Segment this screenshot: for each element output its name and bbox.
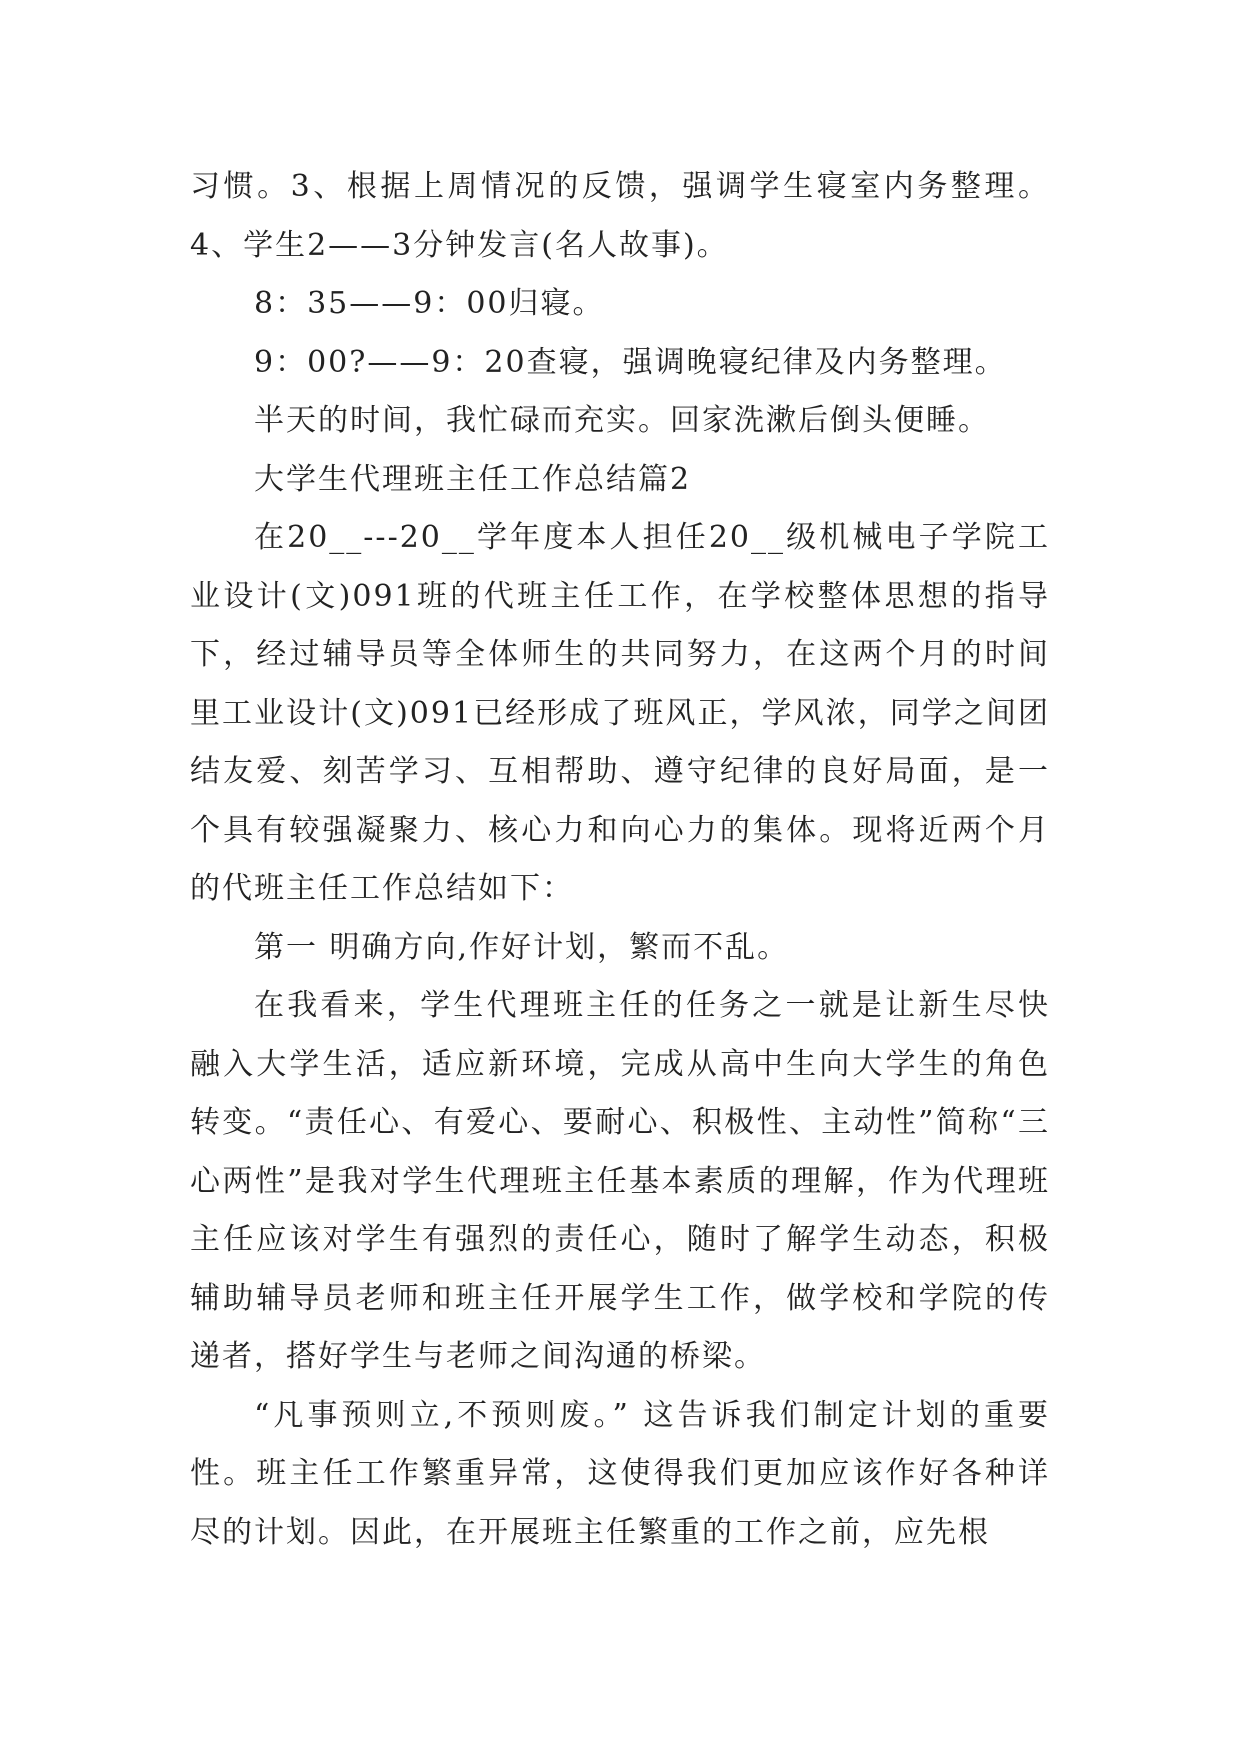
paragraph-9: “凡事预则立,不预则废。” 这告诉我们制定计划的重要性。班主任工作繁重异常，这使得我们更加应该作好各种详尽的计划。因此，在开展班主任繁重的工作之前，应先根 <box>190 1397 1050 1550</box>
document-body <box>190 158 1050 1562</box>
section-heading: 大学生代理班主任工作总结篇2 <box>254 461 692 497</box>
paragraph-4: 半天的时间，我忙碌而充实。回家洗漱后倒头便睡。 <box>254 403 990 438</box>
paragraph-1: 习惯。3、根据上周情况的反馈，强调学生寝室内务整理。4、学生2——3分钟发言(名人故事)。 <box>190 169 1050 263</box>
paragraph-6: 在20__---20__学年度本人担任20__级机械电子学院工业设计(文)091班的代班主任工作，在学校整体思想的指导下，经过辅导员等全体师生的共同努力，在这两个月的时间里工业设计(文)091已经形成了班风正，学风浓，同学之间团结友爱、刻苦学习、互相帮助、遵守纪律的良好局面，是一个具有较强凝聚力、核心力和向心力的集体。现将近两个月的代班主任工作总结如下： <box>190 520 1050 906</box>
paragraph-3: 9：00?——9：20查寝，强调晚寝纪律及内务整理。 <box>254 344 1007 380</box>
paragraph-7: 第一 明确方向,作好计划，繁而不乱。 <box>254 929 790 965</box>
paragraph-8: 在我看来，学生代理班主任的任务之一就是让新生尽快融入大学生活，适应新环境，完成从高中生向大学生的角色转变。“责任心、有爱心、要耐心、积极性、主动性”简称“三心两性”是我对学生代理班主任基本素质的理解，作为代理班主任应该对学生有强烈的责任心，随时了解学生动态，积极辅助辅导员老师和班主任开展学生工作，做学校和学院的传递者，搭好学生与老师之间沟通的桥梁。 <box>190 988 1050 1374</box>
paragraph-2: 8：35——9：00归寝。 <box>254 286 605 321</box>
